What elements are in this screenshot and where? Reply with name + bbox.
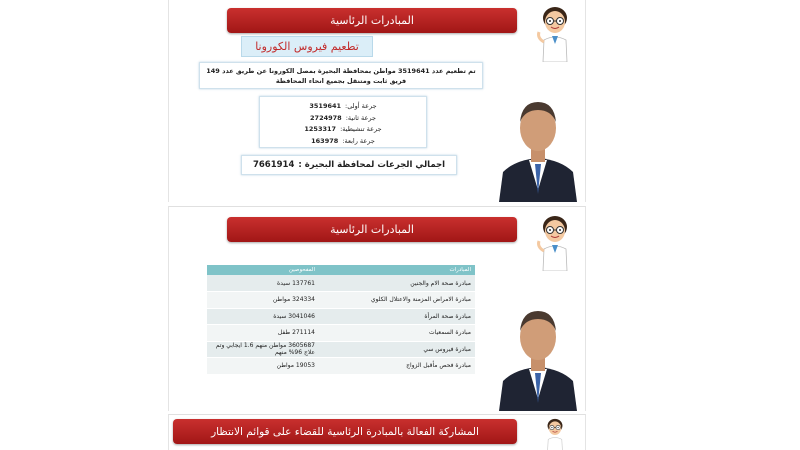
dose-value: 3519641	[309, 102, 342, 110]
table-row	[207, 325, 475, 342]
dose-value: 163978	[311, 136, 339, 145]
examined-cell: 137761 سيدة	[207, 275, 319, 292]
slide-title-banner: المبادرات الرئاسية	[227, 217, 517, 242]
dose-row	[260, 136, 426, 148]
doctor-cartoon-icon	[535, 213, 575, 271]
doctor-cartoon-icon	[535, 417, 575, 450]
table-row	[207, 292, 475, 309]
table-header-row	[207, 265, 475, 275]
portrait-photo	[495, 299, 581, 411]
total-doses-label: اجمالي الجرعات لمحافظة البحيرة :	[298, 160, 446, 170]
initiative-cell: مبادرة فيروس سي	[319, 341, 475, 358]
slide-title-banner: المبادرات الرئاسية	[227, 8, 517, 33]
examined-cell: 271114 طفل	[207, 325, 319, 342]
dose-value: 2724978	[310, 113, 342, 122]
initiative-cell: مبادرة صحة الام والجنين	[319, 275, 475, 292]
slide-presidential-initiatives	[168, 206, 586, 411]
dose-row	[260, 101, 426, 113]
table-row	[207, 358, 475, 375]
initiative-cell: مبادرة صحة المرأة	[319, 308, 475, 325]
initiative-cell: مبادرة فحص مأقبل الزواج	[319, 358, 475, 375]
vaccination-description: تم تطعيم عدد 3519641 مواطن بمحافظة البحيرة بمصل الكورونا عن طريق عدد 149 فريق ثابت ومتنقل بجميع انحاء المحافظة	[199, 62, 483, 89]
initiatives-table	[207, 265, 475, 375]
dose-label: جرعة رابعة:	[342, 136, 375, 145]
dose-label: جرعة تنشيطية:	[340, 125, 382, 133]
examined-cell: 3605687 مواطن منهم 1.6 ايجابي وتم علاج 96% منهم	[207, 341, 319, 358]
initiative-cell: مبادرة الامراض المزمنة والاعتلال الكلوي	[319, 292, 475, 309]
slide-covid-vaccination	[168, 0, 586, 202]
total-doses-value: 7661914	[252, 160, 295, 170]
examined-cell: 19053 مواطن	[207, 358, 319, 375]
doctor-cartoon-icon	[535, 4, 575, 62]
table-row	[207, 341, 475, 358]
slide-title-banner: المشاركة الفعالة بالمبادرة الرئاسية للقضاء على قوائم الانتظار	[173, 419, 517, 444]
covid-vaccine-tag: تطعيم فيروس الكورونا	[241, 36, 373, 57]
portrait-photo	[495, 90, 581, 202]
dose-row	[260, 113, 426, 125]
dose-label: جرعة أولى:	[345, 102, 377, 110]
table-row	[207, 275, 475, 292]
examined-cell: 324334 مواطن	[207, 292, 319, 309]
doses-box	[259, 96, 427, 148]
initiative-cell: مبادرة السمعيات	[319, 325, 475, 342]
table-row	[207, 308, 475, 325]
dose-row	[260, 124, 426, 136]
column-header-initiative: المبادرات	[319, 265, 475, 275]
dose-value: 1253317	[304, 125, 337, 133]
slide-waiting-lists	[168, 414, 586, 450]
examined-cell: 3041046 سيدة	[207, 308, 319, 325]
total-doses	[241, 155, 457, 175]
column-header-examined: المفحوصين	[207, 265, 319, 275]
dose-label: جرعة ثانية:	[345, 113, 376, 122]
